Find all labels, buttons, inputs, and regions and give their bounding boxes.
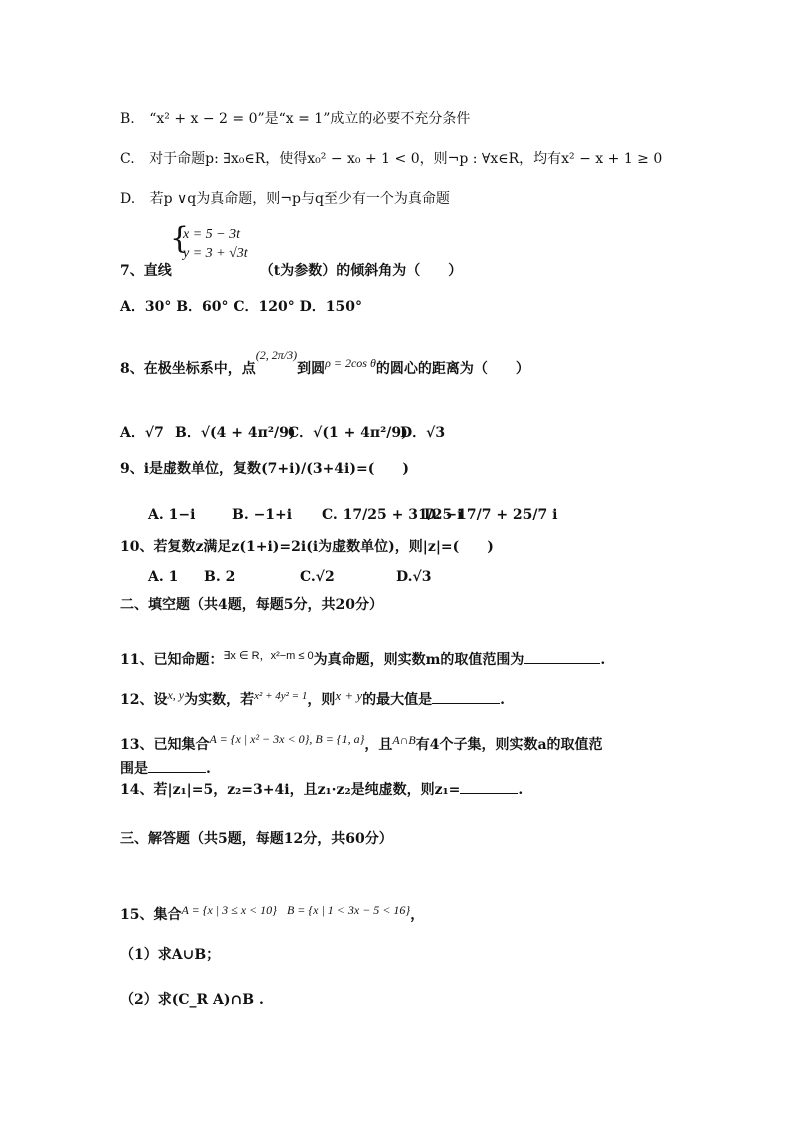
q14-end: . — [518, 782, 524, 798]
q8-stem-suffix: 的圆心的距离为（ ） — [375, 361, 530, 377]
q7-stem-suffix: （t为参数）的倾斜角为（ ） — [259, 263, 463, 279]
q6-option-d-label: D. — [120, 191, 136, 207]
q14-stem — [120, 781, 523, 799]
q9-fraction: (7+i)/(3+4i) — [261, 461, 356, 477]
q15-part-2: （2）求(C_R A)∩B . — [120, 992, 264, 1008]
q7-equation-2: y = 3 + √3t — [183, 246, 248, 261]
q13-line2 — [120, 760, 211, 778]
q13-answer-blank[interactable] — [148, 760, 206, 773]
q7-stem — [120, 262, 462, 280]
q14-answer-blank[interactable] — [460, 781, 518, 794]
q6-option-c-label: C. — [120, 151, 135, 167]
q15-part-1: （1）求A∪B； — [120, 947, 221, 963]
q13-prefix: 13、已知集合 — [120, 737, 210, 753]
q15-prefix: 15、集合 — [120, 907, 182, 923]
q7-equation-1: x = 5 − 3t — [183, 227, 240, 242]
q10-option-b: B. 2 — [204, 569, 236, 585]
q12-vars: x, y — [167, 688, 185, 702]
q9-stem-suffix: =( ) — [356, 461, 409, 477]
q8-stem — [120, 348, 530, 378]
q10-option-c: C.√2 — [300, 569, 335, 585]
q8-option-b: B．√(4 + 4π²/9) — [175, 425, 296, 441]
q15-end: ， — [410, 907, 425, 923]
q8-option-c: C．√(1 + 4π²/9) — [288, 425, 408, 441]
q11-condition: ∃x ∈ R，x²−m ≤ 0 — [223, 650, 314, 662]
q13-end: . — [206, 761, 211, 777]
q9-option-b: B. −1+i — [232, 507, 293, 523]
q11-end: . — [600, 652, 606, 668]
q14-text: 14、若|z₁|=5，z₂=3+4i，且z₁·z₂是纯虚数，则z₁= — [120, 782, 461, 798]
q12-suffix: 的最大值是 — [362, 692, 433, 708]
q12-stem — [120, 688, 506, 710]
q8-option-a: A．√7 — [120, 425, 164, 441]
q7-system-brace: { — [170, 221, 190, 256]
q6-option-b — [120, 110, 470, 128]
q12-mid1: 为实数，若 — [184, 692, 255, 708]
q6-option-c-text: 对于命题p: ∃x₀∈R，使得x₀² − x₀ + 1 < 0，则¬p : ∀x∈R，均有x² − x + 1 ≥ 0 — [149, 151, 663, 167]
q13-stem — [120, 732, 603, 754]
q7-options: A．30° B．60° C．120° D．150° — [120, 299, 363, 315]
section-answer-heading: 三、解答题（共5题，每题12分，共60分） — [120, 831, 393, 847]
q12-answer-blank[interactable] — [432, 691, 500, 704]
q8-stem-mid: 到圆 — [297, 361, 326, 377]
q9-stem — [120, 460, 409, 478]
q11-answer-blank[interactable] — [524, 651, 600, 664]
q8-point: (2, 2π/3) — [255, 348, 298, 362]
q9-option-c: C. 17/25 + 31/25 i — [322, 507, 463, 523]
q6-option-d-text: 若p ∨q为真命题，则¬p与q至少有一个为真命题 — [149, 191, 450, 207]
section-fill-in-heading: 二、填空题（共4题，每题5分，共20分） — [120, 597, 383, 613]
q6-option-d — [120, 190, 450, 208]
q12-mid2: ，则 — [307, 692, 336, 708]
q12-condition: x² + 4y² = 1 — [254, 690, 308, 702]
q11-suffix: 为真命题，则实数m的取值范围为 — [313, 652, 525, 668]
q7-stem-prefix: 7、直线 — [120, 263, 172, 279]
q13-line2-text: 围是 — [120, 761, 148, 777]
q9-option-d: D. −17/7 + 25/7 i — [424, 507, 558, 523]
q15-set-a: A = {x | 3 ≤ x < 10} — [181, 903, 277, 917]
q13-mid: ，且 — [364, 737, 393, 753]
q8-option-d: D．√3 — [400, 425, 446, 441]
q13-expression: A∩B — [392, 733, 416, 747]
q6-option-c — [120, 150, 662, 168]
q8-stem-prefix: 8、在极坐标系中，点 — [120, 361, 256, 377]
q15-stem — [120, 903, 425, 924]
q10-option-d: D.√3 — [396, 569, 432, 585]
q9-option-a: A. 1−i — [148, 507, 196, 523]
q13-suffix: 有4个子集，则实数a的取值范 — [415, 737, 603, 753]
q6-option-b-label: B. — [120, 111, 135, 127]
q10-option-a: A. 1 — [148, 569, 179, 585]
q13-sets: A = {x | x² − 3x < 0}, B = {1, a} — [209, 732, 365, 746]
q11-stem — [120, 651, 605, 670]
q10-stem: 10、若复数z满足z(1+i)=2i(i为虚数单位)，则|z|=( ) — [120, 539, 494, 555]
q12-end: . — [500, 692, 506, 708]
q9-stem-prefix: 9、i是虚数单位，复数 — [120, 461, 262, 477]
q8-circle: ρ = 2cos θ — [325, 356, 376, 370]
q15-set-b: B = {x | 1 < 3x − 5 < 16} — [286, 903, 411, 917]
q11-prefix: 11、已知命题： — [120, 652, 224, 668]
q12-expression: x + y — [335, 688, 363, 703]
q12-prefix: 12、设 — [120, 692, 168, 708]
q6-option-b-text: “x² + x − 2 = 0”是“x = 1”成立的必要不充分条件 — [149, 111, 471, 127]
